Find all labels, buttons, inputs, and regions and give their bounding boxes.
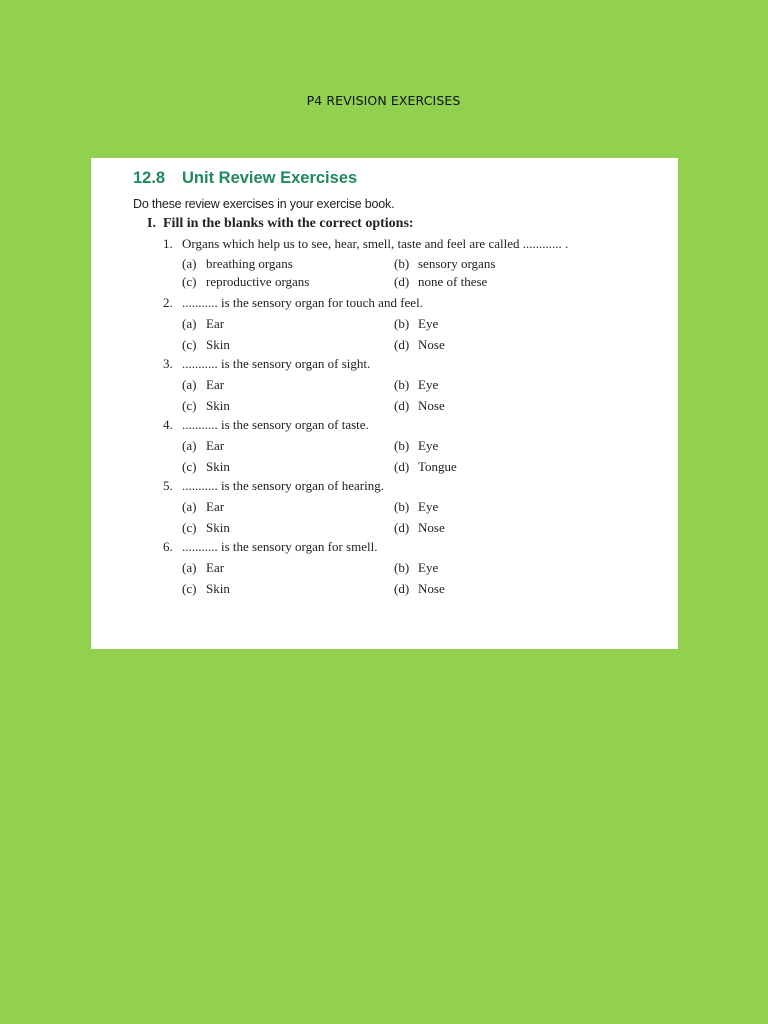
option-letter: (d) [394, 520, 410, 535]
option-text: Nose [418, 398, 445, 413]
option-text: Skin [206, 459, 230, 474]
option-letter: (c) [182, 520, 197, 535]
option-letter: (b) [394, 256, 410, 271]
option-5-c [182, 520, 230, 536]
option-letter: (b) [394, 560, 410, 575]
option-2-b [394, 316, 438, 332]
option-text: Skin [206, 520, 230, 535]
option-letter: (a) [182, 560, 197, 575]
option-5-d [394, 520, 445, 536]
option-1-b [394, 256, 495, 272]
option-text: Nose [418, 337, 445, 352]
option-text: Ear [206, 499, 225, 514]
question-number: 3. [163, 356, 173, 371]
option-letter: (c) [182, 337, 197, 352]
option-letter: (c) [182, 581, 197, 596]
question-text: Organs which help us to see, hear, smell, taste and feel are called ............ . [182, 236, 569, 251]
option-text: none of these [418, 274, 488, 289]
option-letter: (d) [394, 274, 410, 289]
question-number: 4. [163, 417, 173, 432]
option-text: Eye [418, 560, 439, 575]
question-number: 1. [163, 236, 173, 251]
option-letter: (b) [394, 316, 410, 331]
option-4-c [182, 459, 230, 475]
option-5-a [182, 499, 224, 515]
question-text: ........... is the sensory organ of taste. [182, 417, 369, 432]
option-text: Eye [418, 499, 439, 514]
option-text: Tongue [418, 459, 457, 474]
option-letter: (a) [182, 438, 197, 453]
option-letter: (d) [394, 581, 410, 596]
question-number: 6. [163, 539, 173, 554]
option-1-c [182, 274, 309, 290]
option-letter: (b) [394, 499, 410, 514]
option-1-d [394, 274, 487, 290]
part-heading [147, 216, 414, 232]
question-4 [163, 417, 369, 433]
option-letter: (d) [394, 398, 410, 413]
option-text: breathing organs [206, 256, 293, 271]
option-text: Ear [206, 560, 225, 575]
option-letter: (b) [394, 377, 410, 392]
question-3 [163, 356, 371, 372]
option-letter: (a) [182, 256, 197, 271]
question-number: 5. [163, 478, 173, 493]
option-2-c [182, 337, 230, 353]
option-2-a [182, 316, 224, 332]
option-1-a [182, 256, 293, 272]
option-text: Skin [206, 581, 230, 596]
part-heading-text: Fill in the blanks with the correct options: [163, 216, 414, 231]
option-3-d [394, 398, 445, 414]
option-text: Eye [418, 438, 439, 453]
option-text: sensory organs [418, 256, 496, 271]
option-4-a [182, 438, 224, 454]
option-text: Ear [206, 377, 225, 392]
option-text: Ear [206, 316, 225, 331]
option-6-b [394, 560, 438, 576]
option-letter: (c) [182, 274, 197, 289]
option-letter: (c) [182, 398, 197, 413]
option-text: Nose [418, 581, 445, 596]
question-text: ........... is the sensory organ of sight. [182, 356, 371, 371]
exercise-sheet [91, 158, 678, 649]
page-heading [0, 93, 768, 108]
option-3-c [182, 398, 230, 414]
question-text: ........... is the sensory organ for touch and feel. [182, 295, 423, 310]
option-4-d [394, 459, 457, 475]
question-1 [163, 236, 569, 252]
option-text: Skin [206, 398, 230, 413]
section-title-text: Unit Review Exercises [182, 169, 358, 187]
instruction-text: Do these review exercises in your exercise book. [133, 197, 395, 211]
option-letter: (a) [182, 316, 197, 331]
section-title [133, 169, 357, 188]
question-text: ........... is the sensory organ for smell. [182, 539, 378, 554]
question-2 [163, 295, 423, 311]
option-text: Nose [418, 520, 445, 535]
part-numeral: I. [147, 216, 156, 231]
option-3-b [394, 377, 438, 393]
option-letter: (a) [182, 377, 197, 392]
option-text: Ear [206, 438, 225, 453]
question-6 [163, 539, 378, 555]
question-text: ........... is the sensory organ of hearing. [182, 478, 384, 493]
option-text: Eye [418, 316, 439, 331]
option-text: Skin [206, 337, 230, 352]
option-text: reproductive organs [206, 274, 310, 289]
question-5 [163, 478, 384, 494]
section-number: 12.8 [133, 169, 166, 187]
question-number: 2. [163, 295, 173, 310]
option-4-b [394, 438, 438, 454]
option-2-d [394, 337, 445, 353]
option-6-d [394, 581, 445, 597]
option-letter: (d) [394, 337, 410, 352]
option-text: Eye [418, 377, 439, 392]
option-letter: (b) [394, 438, 410, 453]
option-letter: (d) [394, 459, 410, 474]
option-letter: (a) [182, 499, 197, 514]
option-6-a [182, 560, 224, 576]
option-6-c [182, 581, 230, 597]
page-heading-text: P4 REVISION EXERCISES [306, 93, 461, 108]
option-3-a [182, 377, 224, 393]
option-letter: (c) [182, 459, 197, 474]
option-5-b [394, 499, 438, 515]
